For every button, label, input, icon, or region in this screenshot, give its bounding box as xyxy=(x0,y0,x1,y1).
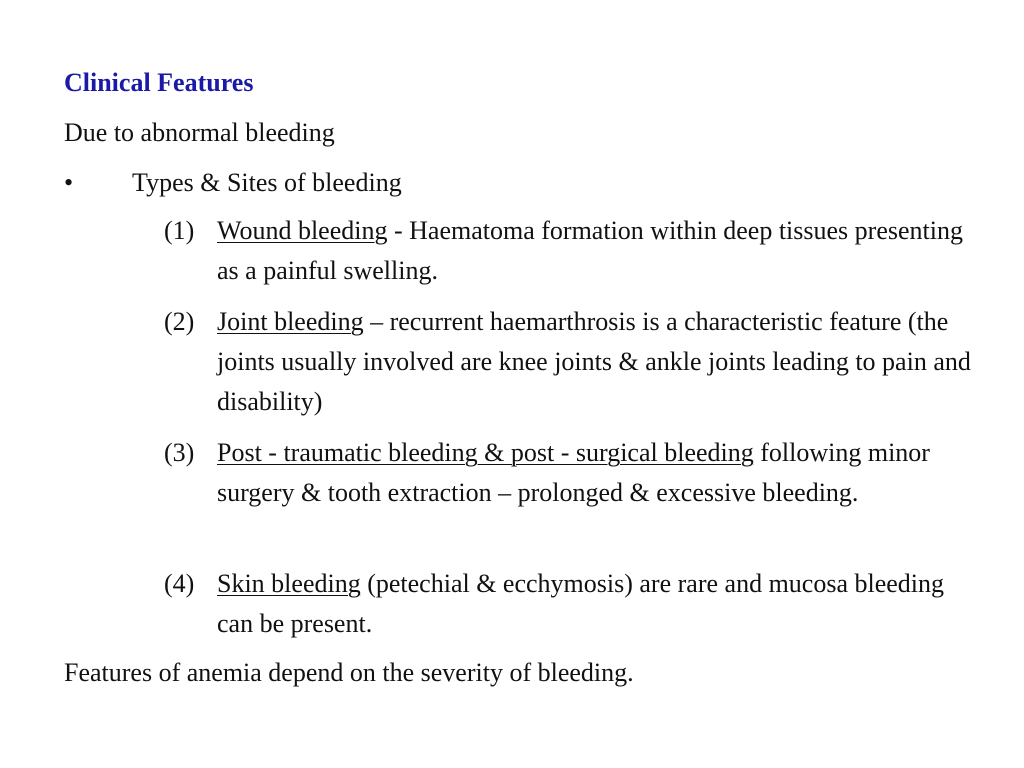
item-number: (4) xyxy=(164,569,195,598)
slide-heading: Clinical Features xyxy=(64,68,254,97)
item-body xyxy=(217,433,977,513)
item-description: - Haematoma formation within deep tissues presenting as a painful swelling. xyxy=(217,216,963,285)
item-body xyxy=(217,302,977,422)
item-description: (petechial & ecchymosis) are rare and mucosa bleeding can be present. xyxy=(217,569,945,638)
bullet-text: Types & Sites of bleeding xyxy=(132,168,402,197)
item-description: following minor surgery & tooth extraction – prolonged & excessive bleeding. xyxy=(217,438,930,507)
item-number: (2) xyxy=(164,307,195,336)
item-title: Post - traumatic bleeding & post - surgical bleeding xyxy=(217,438,754,467)
bullet-icon: • xyxy=(64,168,74,197)
intro-line: Due to abnormal bleeding xyxy=(64,118,335,147)
item-body xyxy=(217,211,977,291)
item-description: – recurrent haemarthrosis is a characteristic feature (the joints usually involved are knee joints & ankle joints leading to pain and disability) xyxy=(217,307,971,416)
item-number: (1) xyxy=(164,216,195,245)
item-number: (3) xyxy=(164,438,195,467)
item-title: Wound bleeding xyxy=(217,216,388,245)
footer-line: Features of anemia depend on the severity of bleeding. xyxy=(64,658,634,687)
item-body xyxy=(217,564,977,644)
item-title: Joint bleeding xyxy=(217,307,364,336)
item-title: Skin bleeding xyxy=(217,569,361,598)
